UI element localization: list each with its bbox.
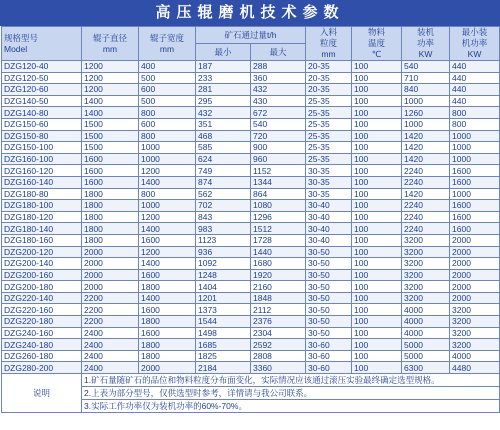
cell-installed-power: 4000 xyxy=(402,327,450,339)
cell-model: DZG140-50 xyxy=(2,95,82,107)
cell-material-temperature: 100 xyxy=(352,269,402,281)
cell-material-temperature: 100 xyxy=(352,327,402,339)
cell-feed-size: 30-50 xyxy=(306,258,352,270)
cell-throughput-min: 936 xyxy=(196,246,251,258)
header-throughput-max: 最大 xyxy=(251,44,306,61)
table-row xyxy=(2,362,500,374)
cell-roller-width: 500 xyxy=(139,95,196,107)
cell-model: DZG150-60 xyxy=(2,118,82,130)
cell-min-installed-power: 2000 xyxy=(450,246,500,258)
cell-roller-width: 800 xyxy=(139,107,196,119)
cell-roller-width: 1600 xyxy=(139,234,196,246)
cell-material-temperature: 100 xyxy=(352,165,402,177)
cell-material-temperature: 100 xyxy=(352,200,402,212)
cell-model: DZG150-100 xyxy=(2,142,82,154)
cell-installed-power: 3200 xyxy=(402,234,450,246)
cell-min-installed-power: 2000 xyxy=(450,258,500,270)
cell-min-installed-power: 2000 xyxy=(450,281,500,293)
cell-material-temperature: 100 xyxy=(352,316,402,328)
cell-throughput-max: 1152 xyxy=(251,165,306,177)
cell-throughput-max: 540 xyxy=(251,118,306,130)
cell-throughput-min: 1201 xyxy=(196,292,251,304)
cell-model: DZG180-160 xyxy=(2,234,82,246)
cell-roller-diameter: 1800 xyxy=(82,211,139,223)
cell-installed-power: 3200 xyxy=(402,246,450,258)
cell-roller-diameter: 2200 xyxy=(82,292,139,304)
cell-installed-power: 1260 xyxy=(402,107,450,119)
cell-model: DZG160-120 xyxy=(2,165,82,177)
cell-roller-width: 1400 xyxy=(139,176,196,188)
cell-throughput-max: 1512 xyxy=(251,223,306,235)
header-throughput: 矿石通过量t/h xyxy=(196,27,306,44)
note-item: 1.矿石量随矿石的品位和物料粒度分布面变化，实际情况应该通过滚压实验最终确定选型规格。 xyxy=(82,374,500,387)
cell-min-installed-power: 800 xyxy=(450,118,500,130)
header-installed-power: 装机 功率 KW xyxy=(402,27,450,61)
cell-min-installed-power: 1000 xyxy=(450,142,500,154)
cell-throughput-max: 2304 xyxy=(251,327,306,339)
cell-throughput-max: 2376 xyxy=(251,316,306,328)
cell-feed-size: 25-35 xyxy=(306,130,352,142)
spec-table-body xyxy=(2,61,500,374)
cell-min-installed-power: 440 xyxy=(450,72,500,84)
cell-throughput-min: 983 xyxy=(196,223,251,235)
cell-roller-diameter: 2400 xyxy=(82,350,139,362)
cell-installed-power: 1000 xyxy=(402,118,450,130)
cell-feed-size: 30-60 xyxy=(306,362,352,374)
cell-roller-width: 2000 xyxy=(139,362,196,374)
cell-roller-diameter: 2400 xyxy=(82,327,139,339)
cell-roller-diameter: 1200 xyxy=(82,72,139,84)
cell-material-temperature: 100 xyxy=(352,211,402,223)
table-row xyxy=(2,269,500,281)
table-row xyxy=(2,281,500,293)
table-row xyxy=(2,246,500,258)
cell-throughput-min: 874 xyxy=(196,176,251,188)
cell-min-installed-power: 440 xyxy=(450,95,500,107)
cell-roller-diameter: 1600 xyxy=(82,165,139,177)
table-row xyxy=(2,165,500,177)
table-row xyxy=(2,234,500,246)
cell-model: DZG220-160 xyxy=(2,304,82,316)
cell-roller-width: 1800 xyxy=(139,350,196,362)
cell-material-temperature: 100 xyxy=(352,350,402,362)
cell-throughput-max: 1680 xyxy=(251,258,306,270)
cell-min-installed-power: 800 xyxy=(450,107,500,119)
cell-throughput-max: 2592 xyxy=(251,339,306,351)
cell-model: DZG180-80 xyxy=(2,188,82,200)
cell-roller-width: 1400 xyxy=(139,223,196,235)
cell-roller-width: 1200 xyxy=(139,165,196,177)
table-row xyxy=(2,61,500,73)
cell-installed-power: 6300 xyxy=(402,362,450,374)
cell-roller-diameter: 2000 xyxy=(82,246,139,258)
cell-throughput-min: 281 xyxy=(196,84,251,96)
header-roller-width: 辊子宽度 mm xyxy=(139,27,196,61)
cell-roller-diameter: 1800 xyxy=(82,234,139,246)
cell-throughput-min: 1685 xyxy=(196,339,251,351)
cell-roller-width: 600 xyxy=(139,84,196,96)
cell-throughput-min: 1092 xyxy=(196,258,251,270)
cell-feed-size: 25-35 xyxy=(306,118,352,130)
cell-throughput-min: 233 xyxy=(196,72,251,84)
cell-roller-diameter: 1400 xyxy=(82,107,139,119)
cell-roller-width: 1200 xyxy=(139,211,196,223)
cell-installed-power: 4000 xyxy=(402,304,450,316)
cell-throughput-min: 295 xyxy=(196,95,251,107)
cell-min-installed-power: 4000 xyxy=(450,350,500,362)
cell-model: DZG220-180 xyxy=(2,316,82,328)
table-row xyxy=(2,118,500,130)
table-row xyxy=(2,223,500,235)
cell-material-temperature: 100 xyxy=(352,304,402,316)
cell-roller-diameter: 2200 xyxy=(82,304,139,316)
cell-min-installed-power: 440 xyxy=(450,84,500,96)
cell-throughput-max: 360 xyxy=(251,72,306,84)
table-row xyxy=(2,292,500,304)
cell-material-temperature: 100 xyxy=(352,188,402,200)
cell-throughput-max: 2808 xyxy=(251,350,306,362)
cell-throughput-max: 430 xyxy=(251,95,306,107)
cell-throughput-min: 562 xyxy=(196,188,251,200)
page-title: 高压辊磨机技术参数 xyxy=(0,0,500,26)
cell-model: DZG150-80 xyxy=(2,130,82,142)
cell-min-installed-power: 440 xyxy=(450,61,500,73)
cell-installed-power: 1420 xyxy=(402,188,450,200)
cell-feed-size: 30-50 xyxy=(306,281,352,293)
cell-model: DZG180-140 xyxy=(2,223,82,235)
cell-throughput-max: 1080 xyxy=(251,200,306,212)
cell-installed-power: 3200 xyxy=(402,258,450,270)
header-model: 规格型号 Model xyxy=(2,27,82,61)
cell-roller-diameter: 2000 xyxy=(82,281,139,293)
cell-installed-power: 2240 xyxy=(402,200,450,212)
table-row xyxy=(2,339,500,351)
table-row xyxy=(2,304,500,316)
cell-throughput-max: 1920 xyxy=(251,269,306,281)
cell-feed-size: 25-35 xyxy=(306,95,352,107)
cell-model: DZG200-180 xyxy=(2,281,82,293)
cell-throughput-min: 187 xyxy=(196,61,251,73)
cell-throughput-min: 1373 xyxy=(196,304,251,316)
cell-roller-width: 500 xyxy=(139,72,196,84)
cell-feed-size: 25-35 xyxy=(306,142,352,154)
cell-throughput-min: 1404 xyxy=(196,281,251,293)
cell-material-temperature: 100 xyxy=(352,176,402,188)
cell-roller-width: 1800 xyxy=(139,339,196,351)
cell-installed-power: 3200 xyxy=(402,269,450,281)
cell-roller-diameter: 1800 xyxy=(82,223,139,235)
cell-feed-size: 30-50 xyxy=(306,292,352,304)
cell-throughput-max: 2160 xyxy=(251,281,306,293)
cell-model: DZG160-100 xyxy=(2,153,82,165)
cell-throughput-max: 3360 xyxy=(251,362,306,374)
cell-installed-power: 2240 xyxy=(402,211,450,223)
notes-label: 说明 xyxy=(2,374,82,413)
cell-roller-diameter: 1500 xyxy=(82,142,139,154)
cell-throughput-min: 624 xyxy=(196,153,251,165)
cell-installed-power: 540 xyxy=(402,61,450,73)
cell-min-installed-power: 1000 xyxy=(450,130,500,142)
cell-feed-size: 30-40 xyxy=(306,234,352,246)
note-item: 2.上表为部分型号，仅供选型时参考，详情请与我公司联系。 xyxy=(82,387,500,400)
cell-model: DZG240-160 xyxy=(2,327,82,339)
cell-throughput-min: 702 xyxy=(196,200,251,212)
note-item: 3.实际工作功率仅为装机功率的60%-70%。 xyxy=(82,400,500,413)
cell-roller-width: 1000 xyxy=(139,142,196,154)
cell-throughput-min: 843 xyxy=(196,211,251,223)
cell-min-installed-power: 3200 xyxy=(450,316,500,328)
cell-feed-size: 30-50 xyxy=(306,269,352,281)
cell-installed-power: 4000 xyxy=(402,316,450,328)
cell-model: DZG180-120 xyxy=(2,211,82,223)
cell-min-installed-power: 3200 xyxy=(450,327,500,339)
cell-throughput-max: 2112 xyxy=(251,304,306,316)
cell-feed-size: 30-40 xyxy=(306,200,352,212)
cell-roller-diameter: 2200 xyxy=(82,316,139,328)
cell-roller-width: 1200 xyxy=(139,246,196,258)
cell-material-temperature: 100 xyxy=(352,292,402,304)
cell-model: DZG180-100 xyxy=(2,200,82,212)
cell-roller-diameter: 2000 xyxy=(82,258,139,270)
cell-feed-size: 30-35 xyxy=(306,165,352,177)
cell-model: DZG140-80 xyxy=(2,107,82,119)
cell-throughput-max: 720 xyxy=(251,130,306,142)
cell-installed-power: 3200 xyxy=(402,281,450,293)
cell-roller-width: 1000 xyxy=(139,200,196,212)
cell-min-installed-power: 3200 xyxy=(450,339,500,351)
cell-throughput-min: 749 xyxy=(196,165,251,177)
cell-installed-power: 2240 xyxy=(402,165,450,177)
cell-throughput-max: 1728 xyxy=(251,234,306,246)
cell-roller-diameter: 1200 xyxy=(82,61,139,73)
cell-min-installed-power: 1600 xyxy=(450,211,500,223)
cell-min-installed-power: 1600 xyxy=(450,200,500,212)
cell-material-temperature: 100 xyxy=(352,223,402,235)
cell-material-temperature: 100 xyxy=(352,130,402,142)
cell-feed-size: 30-50 xyxy=(306,246,352,258)
table-row xyxy=(2,130,500,142)
cell-throughput-max: 432 xyxy=(251,84,306,96)
cell-throughput-max: 1344 xyxy=(251,176,306,188)
table-row xyxy=(2,211,500,223)
cell-roller-width: 1800 xyxy=(139,316,196,328)
cell-throughput-max: 900 xyxy=(251,142,306,154)
cell-model: DZG160-140 xyxy=(2,176,82,188)
cell-roller-diameter: 2000 xyxy=(82,269,139,281)
cell-roller-width: 400 xyxy=(139,61,196,73)
table-row xyxy=(2,72,500,84)
cell-model: DZG120-50 xyxy=(2,72,82,84)
cell-throughput-min: 585 xyxy=(196,142,251,154)
cell-material-temperature: 100 xyxy=(352,281,402,293)
table-row xyxy=(2,200,500,212)
cell-feed-size: 30-40 xyxy=(306,211,352,223)
table-row xyxy=(2,258,500,270)
cell-roller-diameter: 1200 xyxy=(82,84,139,96)
cell-material-temperature: 100 xyxy=(352,107,402,119)
cell-min-installed-power: 1600 xyxy=(450,223,500,235)
cell-throughput-max: 960 xyxy=(251,153,306,165)
cell-installed-power: 710 xyxy=(402,72,450,84)
cell-throughput-min: 351 xyxy=(196,118,251,130)
cell-installed-power: 2240 xyxy=(402,223,450,235)
cell-throughput-min: 1123 xyxy=(196,234,251,246)
cell-min-installed-power: 4480 xyxy=(450,362,500,374)
cell-roller-width: 1400 xyxy=(139,258,196,270)
cell-roller-diameter: 1500 xyxy=(82,130,139,142)
cell-feed-size: 20-35 xyxy=(306,72,352,84)
cell-min-installed-power: 2000 xyxy=(450,292,500,304)
cell-throughput-min: 1248 xyxy=(196,269,251,281)
cell-throughput-max: 1440 xyxy=(251,246,306,258)
table-row xyxy=(2,84,500,96)
cell-model: DZG280-200 xyxy=(2,362,82,374)
table-row xyxy=(2,95,500,107)
cell-installed-power: 3200 xyxy=(402,292,450,304)
table-row xyxy=(2,327,500,339)
cell-material-temperature: 100 xyxy=(352,95,402,107)
spec-table xyxy=(1,26,500,413)
cell-throughput-max: 1296 xyxy=(251,211,306,223)
cell-min-installed-power: 1000 xyxy=(450,153,500,165)
cell-model: DZG240-180 xyxy=(2,339,82,351)
cell-feed-size: 30-50 xyxy=(306,316,352,328)
cell-feed-size: 30-50 xyxy=(306,304,352,316)
cell-roller-diameter: 2400 xyxy=(82,362,139,374)
cell-material-temperature: 100 xyxy=(352,84,402,96)
cell-min-installed-power: 1600 xyxy=(450,176,500,188)
cell-installed-power: 840 xyxy=(402,84,450,96)
table-row xyxy=(2,188,500,200)
cell-roller-width: 1400 xyxy=(139,292,196,304)
cell-material-temperature: 100 xyxy=(352,142,402,154)
header-throughput-min: 最小 xyxy=(196,44,251,61)
cell-model: DZG120-60 xyxy=(2,84,82,96)
table-row xyxy=(2,316,500,328)
cell-min-installed-power: 2000 xyxy=(450,234,500,246)
cell-roller-width: 600 xyxy=(139,118,196,130)
cell-feed-size: 20-35 xyxy=(306,61,352,73)
notes-section xyxy=(2,374,500,413)
header-material-temperature: 物料 温度 ℃ xyxy=(352,27,402,61)
cell-installed-power: 5000 xyxy=(402,339,450,351)
cell-model: DZG220-140 xyxy=(2,292,82,304)
cell-feed-size: 30-60 xyxy=(306,339,352,351)
cell-roller-width: 800 xyxy=(139,188,196,200)
cell-feed-size: 25-35 xyxy=(306,107,352,119)
cell-throughput-min: 1544 xyxy=(196,316,251,328)
cell-installed-power: 2240 xyxy=(402,176,450,188)
cell-throughput-min: 1498 xyxy=(196,327,251,339)
header-roller-diameter: 辊子直径 mm xyxy=(82,27,139,61)
cell-installed-power: 1420 xyxy=(402,153,450,165)
cell-min-installed-power: 3200 xyxy=(450,304,500,316)
table-row xyxy=(2,176,500,188)
cell-material-temperature: 100 xyxy=(352,153,402,165)
cell-roller-width: 800 xyxy=(139,130,196,142)
cell-throughput-max: 672 xyxy=(251,107,306,119)
cell-model: DZG260-180 xyxy=(2,350,82,362)
cell-model: DZG200-140 xyxy=(2,258,82,270)
cell-min-installed-power: 2000 xyxy=(450,269,500,281)
cell-feed-size: 25-35 xyxy=(306,153,352,165)
cell-throughput-min: 432 xyxy=(196,107,251,119)
cell-installed-power: 1420 xyxy=(402,142,450,154)
cell-feed-size: 30-35 xyxy=(306,188,352,200)
cell-roller-diameter: 1800 xyxy=(82,188,139,200)
cell-min-installed-power: 1000 xyxy=(450,188,500,200)
cell-roller-width: 1600 xyxy=(139,304,196,316)
cell-roller-width: 1600 xyxy=(139,269,196,281)
cell-roller-diameter: 1600 xyxy=(82,176,139,188)
cell-throughput-max: 1848 xyxy=(251,292,306,304)
cell-roller-diameter: 1800 xyxy=(82,200,139,212)
cell-throughput-min: 1825 xyxy=(196,350,251,362)
cell-throughput-min: 2184 xyxy=(196,362,251,374)
cell-roller-width: 1600 xyxy=(139,327,196,339)
cell-material-temperature: 100 xyxy=(352,234,402,246)
cell-feed-size: 20-35 xyxy=(306,84,352,96)
cell-roller-diameter: 1500 xyxy=(82,118,139,130)
cell-feed-size: 30-40 xyxy=(306,223,352,235)
table-row xyxy=(2,107,500,119)
cell-roller-diameter: 2400 xyxy=(82,339,139,351)
header-feed-size: 入料 粒度 mm xyxy=(306,27,352,61)
cell-feed-size: 30-35 xyxy=(306,176,352,188)
cell-material-temperature: 100 xyxy=(352,339,402,351)
table-row xyxy=(2,350,500,362)
cell-roller-width: 1800 xyxy=(139,281,196,293)
cell-roller-width: 1000 xyxy=(139,153,196,165)
table-row xyxy=(2,142,500,154)
cell-roller-diameter: 1400 xyxy=(82,95,139,107)
cell-roller-diameter: 1600 xyxy=(82,153,139,165)
cell-feed-size: 30-60 xyxy=(306,350,352,362)
cell-material-temperature: 100 xyxy=(352,72,402,84)
cell-throughput-max: 864 xyxy=(251,188,306,200)
cell-throughput-min: 468 xyxy=(196,130,251,142)
cell-material-temperature: 100 xyxy=(352,258,402,270)
cell-installed-power: 1000 xyxy=(402,95,450,107)
cell-feed-size: 30-50 xyxy=(306,327,352,339)
cell-material-temperature: 100 xyxy=(352,362,402,374)
table-row xyxy=(2,153,500,165)
cell-material-temperature: 100 xyxy=(352,61,402,73)
cell-model: DZG200-160 xyxy=(2,269,82,281)
cell-installed-power: 5000 xyxy=(402,350,450,362)
header-min-installed-power: 最小装 机功率 KW xyxy=(450,27,500,61)
cell-material-temperature: 100 xyxy=(352,246,402,258)
cell-min-installed-power: 1600 xyxy=(450,165,500,177)
cell-material-temperature: 100 xyxy=(352,118,402,130)
cell-model: DZG200-120 xyxy=(2,246,82,258)
cell-model: DZG120-40 xyxy=(2,61,82,73)
cell-throughput-max: 288 xyxy=(251,61,306,73)
cell-installed-power: 1420 xyxy=(402,130,450,142)
